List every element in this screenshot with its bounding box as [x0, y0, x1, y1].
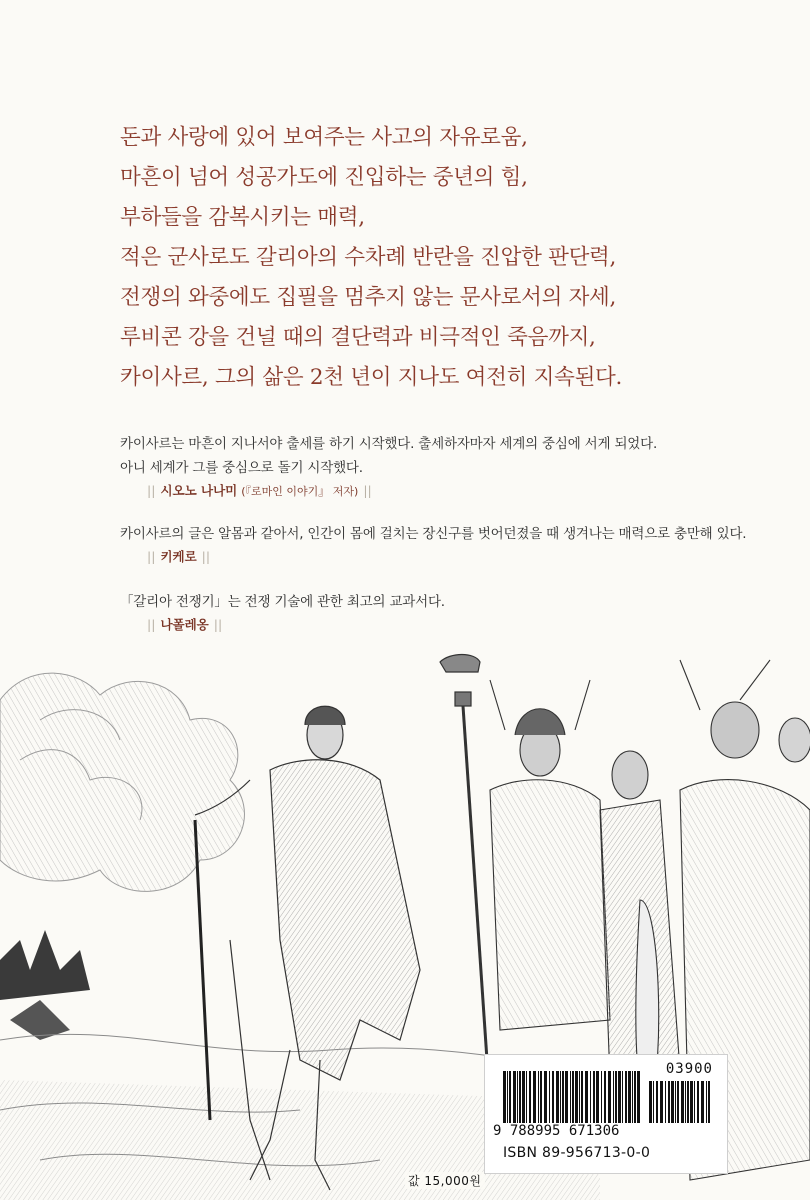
- barcode-stripe: [701, 1081, 704, 1123]
- barcode-stripe: [665, 1081, 666, 1123]
- barcode-stripe: [687, 1081, 689, 1123]
- barcode-stripe: [685, 1081, 686, 1123]
- attribution-bar-left: ||: [147, 549, 156, 564]
- barcode-stripe: [509, 1071, 511, 1123]
- barcode-stripe: [556, 1071, 559, 1123]
- barcode-stripe: [540, 1071, 542, 1123]
- barcode-stripe: [549, 1071, 550, 1123]
- barcode-stripe: [517, 1071, 518, 1123]
- barcode-stripe: [675, 1081, 676, 1123]
- barcode-stripe: [625, 1071, 627, 1123]
- barcode-stripe: [579, 1071, 580, 1123]
- barcode-stripe: [618, 1071, 621, 1123]
- barcode-stripe: [628, 1071, 631, 1123]
- barcode-stripe: [585, 1071, 588, 1123]
- barcode-stripe: [538, 1071, 539, 1123]
- barcode-stripe: [613, 1071, 614, 1123]
- barcode-stripe: [604, 1071, 606, 1123]
- poem-line: 전쟁의 와중에도 집필을 멈추지 않는 문사로서의 자세,: [120, 285, 617, 310]
- barcode-stripe: [575, 1071, 578, 1123]
- book-price: 값 15,000원: [405, 1172, 485, 1189]
- barcode-stripe: [565, 1071, 568, 1123]
- barcode-addon-bars: [649, 1081, 711, 1123]
- barcode-stripe: [581, 1071, 583, 1123]
- barcode-stripe: [615, 1071, 617, 1123]
- barcode-stripe: [706, 1081, 707, 1123]
- barcode-stripe: [694, 1081, 695, 1123]
- barcode-stripe: [708, 1081, 710, 1123]
- barcode-digits: 9 788995 671306: [493, 1123, 620, 1139]
- barcode-stripe: [526, 1071, 527, 1123]
- barcode-bars: [503, 1071, 643, 1123]
- barcode-stripe: [681, 1081, 684, 1123]
- barcode-stripe: [529, 1071, 531, 1123]
- endorsement-quotes: [120, 432, 780, 636]
- poem-line: 카이사르, 그의 삶은 2천 년이 지나도 여전히 지속된다.: [120, 365, 623, 390]
- barcode-stripe: [544, 1071, 547, 1123]
- barcode-stripe: [601, 1071, 602, 1123]
- barcode-stripe: [622, 1071, 623, 1123]
- quote-attribution: [142, 546, 780, 568]
- quote-line: 카이사르는 마흔이 지나서야 출세를 하기 시작했다. 출세하자마자 세계의 중심에 서게 되었다.: [120, 436, 658, 452]
- quote-author: 시오노 나나미: [160, 483, 238, 498]
- barcode-stripe: [552, 1071, 554, 1123]
- barcode-stripe: [697, 1081, 699, 1123]
- legion-standard: [440, 655, 487, 1061]
- barcode-stripe: [608, 1071, 611, 1123]
- quote-block: [120, 432, 780, 503]
- quote-line: 「갈리아 전쟁기」는 전쟁 기술에 관한 최고의 교과서다.: [120, 594, 445, 610]
- barcode-stripe: [634, 1071, 636, 1123]
- isbn-number: ISBN 89-956713-0-0: [503, 1145, 651, 1161]
- quote-attribution: [142, 614, 780, 636]
- barcode-stripe: [570, 1071, 571, 1123]
- smoke-clouds: [0, 673, 244, 891]
- barcode-stripe: [522, 1071, 525, 1123]
- barcode-stripe: [596, 1071, 599, 1123]
- barcode-stripe: [671, 1081, 674, 1123]
- barcode-stripe: [560, 1071, 561, 1123]
- barcode-stripe: [590, 1071, 591, 1123]
- poem-line: 적은 군사로도 갈리아의 수차례 반란을 진압한 판단력,: [120, 245, 617, 270]
- barcode-stripe: [653, 1081, 654, 1123]
- attribution-bar-right: ||: [213, 617, 223, 632]
- barcode-stripe: [503, 1071, 506, 1123]
- barcode-stripe: [649, 1081, 652, 1123]
- quote-author: 키케로: [160, 549, 197, 564]
- burning-fire: [0, 930, 90, 1040]
- barcode-stripe: [677, 1081, 679, 1123]
- barcode-stripe: [533, 1071, 536, 1123]
- attribution-bar-right: ||: [201, 549, 211, 564]
- barcode-stripe: [572, 1071, 574, 1123]
- barcode-stripe: [562, 1071, 564, 1123]
- poem-line: 돈과 사랑에 있어 보여주는 사고의 자유로움,: [120, 125, 528, 150]
- quote-author-note: (『로마인 이야기』 저자): [241, 485, 359, 498]
- quote-attribution: [142, 480, 780, 503]
- attribution-bar-right: ||: [363, 483, 372, 498]
- barcode-addon-number: 03900: [665, 1061, 713, 1077]
- barcode-stripe: [637, 1071, 640, 1123]
- barcode-stripe: [593, 1071, 595, 1123]
- barcode-stripe: [668, 1081, 670, 1123]
- barcode-stripe: [513, 1071, 516, 1123]
- barcode-stripe: [519, 1071, 521, 1123]
- quote-line: 카이사르의 글은 알몸과 같아서, 인간이 몸에 걸치는 장신구를 벗어던졌을 때 생겨나는 매력으로 충만해 있다.: [120, 526, 747, 542]
- isbn-barcode: [484, 1054, 728, 1174]
- attribution-bar-left: ||: [147, 617, 156, 632]
- barcode-stripe: [656, 1081, 658, 1123]
- quote-author: 나폴레옹: [160, 617, 209, 632]
- attribution-bar-left: ||: [147, 483, 156, 498]
- barcode-stripe: [507, 1071, 508, 1123]
- poem-line: 마흔이 넘어 성공가도에 진입하는 중년의 힘,: [120, 165, 528, 190]
- barcode-stripe: [660, 1081, 663, 1123]
- quote-block: [120, 522, 780, 568]
- barcode-stripe: [690, 1081, 693, 1123]
- cover-poem: [120, 118, 760, 398]
- poem-line: 부하들을 감복시키는 매력,: [120, 205, 365, 230]
- barcode-stripe: [632, 1071, 633, 1123]
- poem-line: 루비콘 강을 건널 때의 결단력과 비극적인 죽음까지,: [120, 325, 596, 350]
- quote-block: [120, 590, 780, 636]
- quote-line: 아니 세계가 그를 중심으로 돌기 시작했다.: [120, 460, 363, 476]
